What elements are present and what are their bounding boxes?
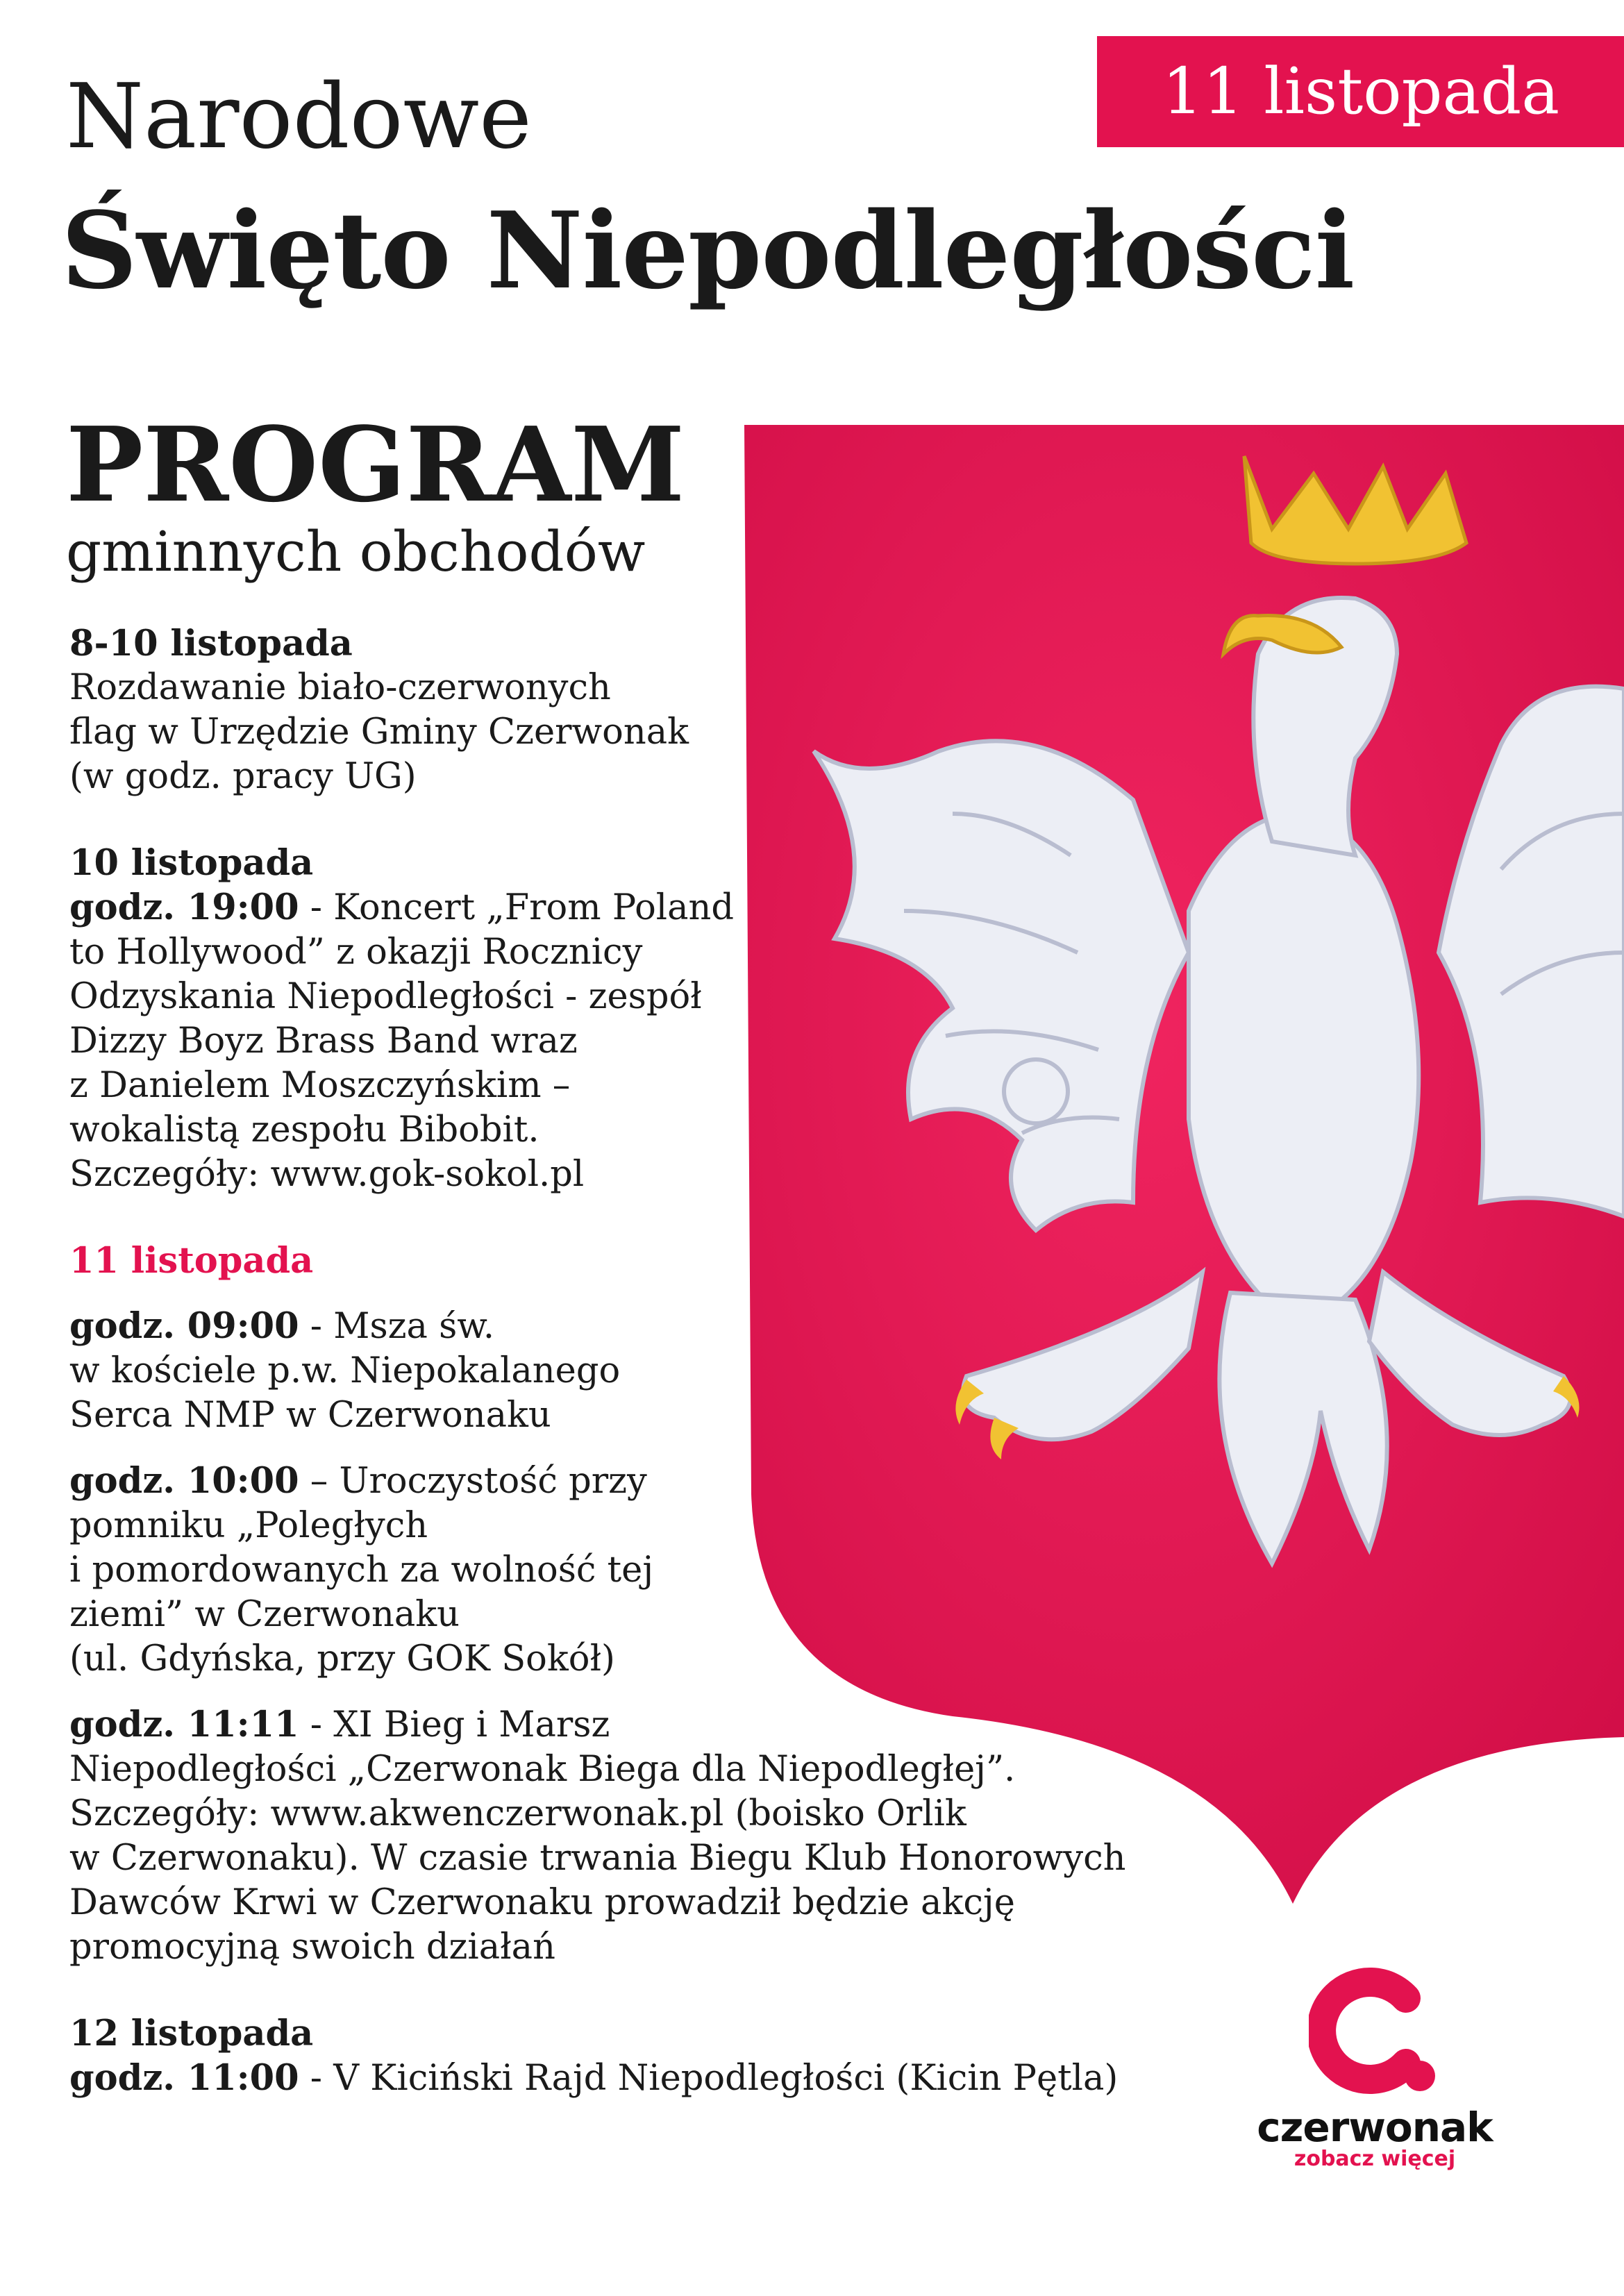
event-text: - Msza św. — [299, 1306, 495, 1347]
event-block-11-run — [69, 1702, 1208, 1970]
event-line: (w godz. pracy UG) — [69, 756, 417, 797]
title-swieto-niepodleglosci: Święto Niepodległości — [61, 188, 1355, 312]
event-line: (ul. Gdyńska, przy GOK Sokół) — [69, 1639, 615, 1679]
event-line — [69, 2056, 1208, 2101]
event-line — [69, 1702, 1208, 1748]
event-line: z Danielem Moszczyńskim – — [69, 1065, 571, 1106]
event-schedule — [69, 621, 1208, 2143]
event-text: - V Kiciński Rajd Niepodległości (Kicin Pętla) — [299, 2058, 1119, 2099]
event-line — [69, 885, 1208, 930]
logo-name: czerwonak — [1257, 2104, 1493, 2151]
event-line: Odzyskania Niepodległości - zespół — [69, 976, 702, 1017]
event-line: w Czerwonaku). W czasie trwania Biegu Klub Honorowych — [69, 1838, 1126, 1879]
date-badge: 11 listopada — [1097, 36, 1624, 147]
event-line: promocyjną swoich działań — [69, 1927, 555, 1968]
program-subtitle: gminnych obchodów — [66, 519, 646, 584]
event-line: Szczegóły: www.gok-sokol.pl — [69, 1154, 585, 1195]
event-text: - XI Bieg i Marsz — [299, 1704, 610, 1745]
event-line: wokalistą zespołu Bibobit. — [69, 1109, 539, 1150]
event-line: to Hollywood” z okazji Rocznicy — [69, 932, 643, 973]
event-text: – Uroczystość przy — [299, 1461, 647, 1502]
logo-tagline: zobacz więcej — [1294, 2147, 1456, 2171]
event-text: - Koncert „From Poland — [299, 887, 734, 928]
event-time: godz. 11:00 — [69, 2057, 299, 2099]
event-line: w kościele p.w. Niepokalanego — [69, 1350, 621, 1391]
event-time: godz. 10:00 — [69, 1460, 299, 1502]
event-line: Serca NMP w Czerwonaku — [69, 1395, 551, 1436]
event-line: ziemi” w Czerwonaku — [69, 1594, 460, 1635]
event-block-11-mass — [69, 1304, 1208, 1438]
event-line: flag w Urzędzie Gminy Czerwonak — [69, 712, 689, 753]
title-narodowe: Narodowe — [66, 65, 532, 169]
event-time: godz. 09:00 — [69, 1305, 299, 1347]
event-line: Niepodległości „Czerwonak Biega dla Niepodległej”. — [69, 1749, 1016, 1790]
event-line: Szczegóły: www.akwenczerwonak.pl (boisko Orlik — [69, 1793, 966, 1834]
czerwonak-logo — [1243, 1965, 1507, 2171]
event-time: godz. 19:00 — [69, 887, 299, 928]
event-block-11-date — [69, 1239, 1208, 1283]
event-date: 12 listopada — [69, 2013, 314, 2054]
program-heading: PROGRAM — [66, 404, 685, 525]
event-line: i pomordowanych za wolność tej — [69, 1550, 654, 1591]
czerwonak-c-icon — [1309, 1965, 1441, 2097]
event-line: Rozdawanie biało-czerwonych — [69, 667, 611, 708]
event-block-12 — [69, 2011, 1208, 2101]
event-block-11-ceremony — [69, 1459, 1208, 1682]
event-block-8-10 — [69, 621, 1208, 799]
event-date: 10 listopada — [69, 842, 314, 884]
event-date: 8-10 listopada — [69, 623, 353, 664]
event-line: Dizzy Boyz Brass Band wraz — [69, 1021, 578, 1062]
event-date-highlight: 11 listopada — [69, 1240, 314, 1282]
event-line — [69, 1304, 1208, 1349]
event-time: godz. 11:11 — [69, 1704, 299, 1745]
event-line: pomniku „Poległych — [69, 1505, 428, 1546]
event-line — [69, 1459, 1208, 1504]
event-line: Dawców Krwi w Czerwonaku prowadził będzie akcję — [69, 1882, 1015, 1923]
event-block-10 — [69, 841, 1208, 1197]
